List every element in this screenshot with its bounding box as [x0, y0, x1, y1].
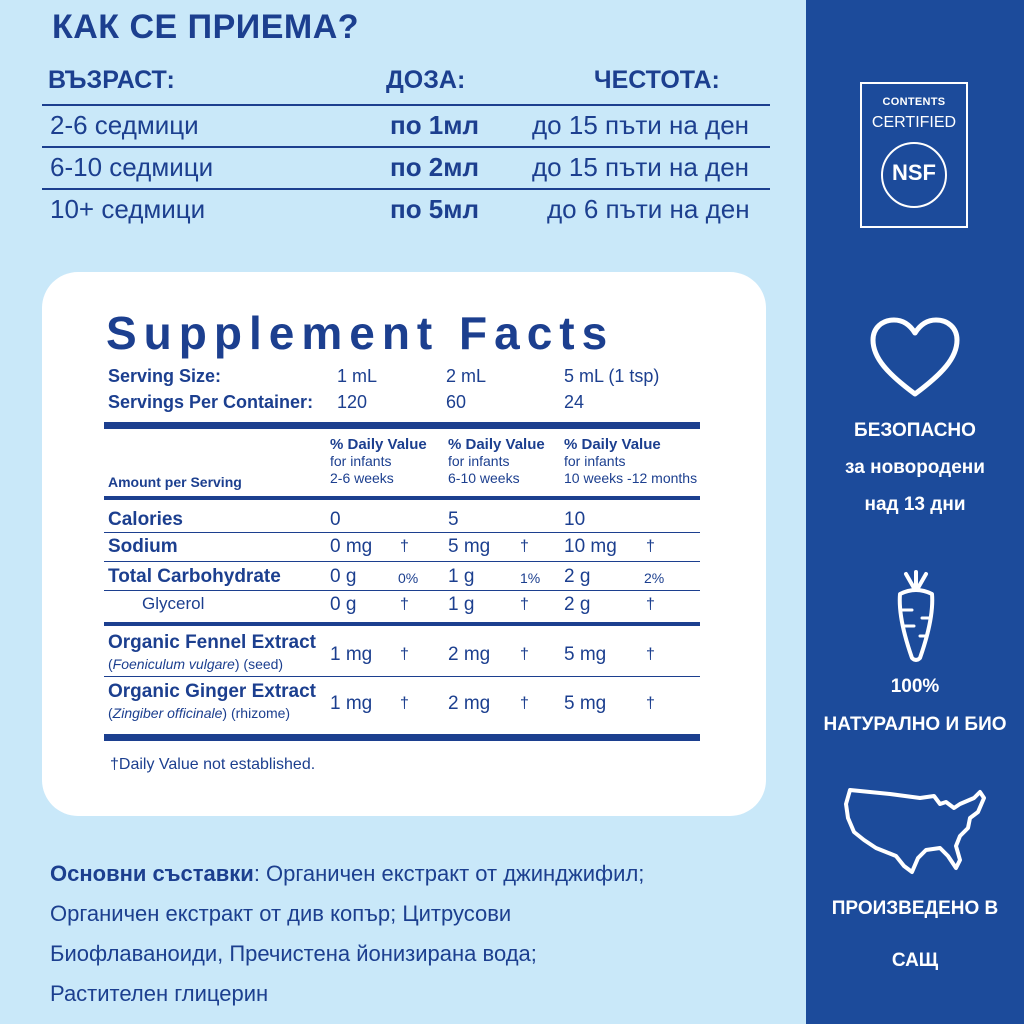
- glycerol-value-1: 0 g: [330, 594, 357, 615]
- row-dose: по 2мл: [390, 152, 480, 182]
- dv-title: % Daily Value: [448, 436, 545, 453]
- ginger-value-1: 1 mg: [330, 693, 373, 714]
- medium-divider: [104, 622, 700, 626]
- dagger: †: [646, 596, 655, 613]
- sodium-value-2: 5 mg: [448, 536, 491, 557]
- carb-pct-1: 0%: [398, 570, 419, 586]
- dosing-title: КАК СЕ ПРИЕМА?: [52, 8, 360, 46]
- heart-icon: [868, 316, 962, 400]
- row-dose: по 5мл: [390, 194, 480, 224]
- supplement-facts-title: Supplement Facts: [106, 307, 615, 359]
- row-divider: [104, 561, 700, 562]
- ingredients: [50, 854, 790, 1014]
- servings-per-container-label: Servings Per Container:: [108, 392, 314, 412]
- fennel-value-1: 1 mg: [330, 644, 373, 665]
- dv-for: for infants: [448, 453, 510, 469]
- dagger: †: [400, 695, 409, 712]
- serving-size-2: 2 mL: [446, 366, 487, 386]
- carb-pct-3: 2%: [644, 570, 665, 586]
- servings-1: 120: [337, 392, 368, 412]
- ingredients-line-4: Растителен глицерин: [50, 981, 269, 1006]
- header-dose: ДОЗА:: [386, 66, 466, 94]
- dose-row: [42, 146, 770, 188]
- safe-label-1: БЕЗОПАСНО: [854, 420, 976, 441]
- row-frequency: до 15 пъти на ден: [532, 110, 750, 140]
- fennel-latin: Foeniculum vulgare: [112, 656, 235, 672]
- dv-for: for infants: [330, 453, 392, 469]
- sodium-label: Sodium: [108, 536, 178, 557]
- ginger-sub: (Zingiber officinale) (rhizome): [108, 705, 291, 721]
- header-age: ВЪЗРАСТ:: [48, 66, 175, 94]
- fennel-part: (seed): [239, 656, 284, 672]
- fennel-label: Organic Fennel Extract: [108, 632, 317, 653]
- amount-per-serving-label: Amount per Serving: [108, 474, 242, 490]
- fennel-value-3: 5 mg: [564, 644, 607, 665]
- glycerol-value-2: 1 g: [448, 594, 475, 615]
- carb-value-1: 0 g: [330, 566, 357, 587]
- ingredients-line-2: Органичен екстракт от див копър; Цитрусови: [50, 901, 512, 926]
- sodium-value-3: 10 mg: [564, 536, 617, 557]
- row-divider: [104, 590, 700, 591]
- usa-label-2: САЩ: [891, 950, 939, 971]
- dv-title: % Daily Value: [564, 436, 661, 453]
- dv-age: 10 weeks -12 months: [564, 470, 698, 486]
- carb-value-3: 2 g: [564, 566, 591, 587]
- row-divider: [104, 676, 700, 677]
- glycerol-value-3: 2 g: [564, 594, 591, 615]
- calories-label: Calories: [108, 509, 183, 530]
- ginger-label: Organic Ginger Extract: [108, 681, 317, 702]
- dv-header-3: [564, 436, 697, 487]
- calories-value-1: 0: [330, 509, 341, 530]
- nsf-certified-badge: [860, 82, 968, 228]
- dv-age: 6-10 weeks: [448, 470, 520, 486]
- nsf-line-1: CONTENTS: [882, 96, 946, 108]
- row-divider: [104, 532, 700, 533]
- glycerol-label: Glycerol: [142, 594, 205, 613]
- supplement-facts-card: [42, 272, 766, 816]
- calories-value-3: 10: [564, 509, 586, 530]
- ingredients-label: Основни съставки: [50, 861, 254, 886]
- dose-row: [42, 188, 770, 230]
- carb-pct-2: 1%: [520, 570, 541, 586]
- dagger: †: [400, 596, 409, 613]
- footnote: †Daily Value not established.: [110, 756, 316, 773]
- medium-divider: [104, 496, 700, 500]
- row-frequency: до 6 пъти на ден: [547, 194, 750, 224]
- servings-2: 60: [446, 392, 467, 412]
- dagger: †: [520, 646, 529, 663]
- dagger: †: [520, 596, 529, 613]
- carb-value-2: 1 g: [448, 566, 475, 587]
- natural-label-1: 100%: [890, 676, 940, 697]
- serving-size-3: 5 mL (1 tsp): [564, 366, 660, 386]
- safe-label-2: за новородени: [845, 457, 985, 478]
- ingredients-line-1: : Органичен екстракт от джинджифил;: [253, 861, 645, 886]
- serving-size-1: 1 mL: [337, 366, 378, 386]
- row-age: 10+ седмици: [50, 194, 206, 224]
- dagger: †: [400, 538, 409, 555]
- dagger: †: [646, 695, 655, 712]
- dagger: †: [520, 538, 529, 555]
- fennel-sub: (Foeniculum vulgare) (seed): [108, 656, 284, 672]
- fennel-value-2: 2 mg: [448, 644, 491, 665]
- ginger-part: (rhizome): [227, 705, 291, 721]
- servings-3: 24: [564, 392, 585, 412]
- ginger-value-3: 5 mg: [564, 693, 607, 714]
- usa-map-icon: [842, 782, 990, 878]
- natural-label-2: НАТУРАЛНО И БИО: [823, 714, 1007, 735]
- calories-value-2: 5: [448, 509, 459, 530]
- ginger-latin: Zingiber officinale: [112, 705, 223, 721]
- row-age: 6-10 седмици: [50, 152, 214, 182]
- dv-title: % Daily Value: [330, 436, 427, 453]
- row-dose: по 1мл: [390, 110, 480, 140]
- dv-header-2: [448, 436, 545, 487]
- dose-row: [42, 104, 770, 146]
- dagger: †: [646, 646, 655, 663]
- row-age: 2-6 седмици: [50, 110, 199, 140]
- carbohydrate-label: Total Carbohydrate: [108, 566, 281, 587]
- usa-label-1: ПРОИЗВЕДЕНО В: [831, 898, 999, 919]
- dv-header-1: [330, 436, 427, 487]
- dv-for: for infants: [564, 453, 626, 469]
- nsf-line-2: CERTIFIED: [871, 114, 957, 131]
- row-frequency: до 15 пъти на ден: [532, 152, 750, 182]
- thick-divider: [104, 734, 700, 741]
- thick-divider: [104, 422, 700, 429]
- serving-size-label: Serving Size:: [108, 366, 222, 386]
- dv-age: 2-6 weeks: [330, 470, 394, 486]
- ingredients-line-3: Биофлаваноиди, Пречистена йонизирана вода;: [50, 941, 537, 966]
- safe-label-3: над 13 дни: [864, 494, 966, 515]
- sodium-value-1: 0 mg: [330, 536, 373, 557]
- header-frequency: ЧЕСТОТА:: [594, 66, 720, 94]
- dagger: †: [646, 538, 655, 555]
- carrot-icon: [892, 568, 940, 664]
- badge-panel: [806, 0, 1024, 1024]
- dagger: †: [520, 695, 529, 712]
- nsf-logo: NSF: [892, 160, 936, 185]
- ginger-value-2: 2 mg: [448, 693, 491, 714]
- dagger: †: [400, 646, 409, 663]
